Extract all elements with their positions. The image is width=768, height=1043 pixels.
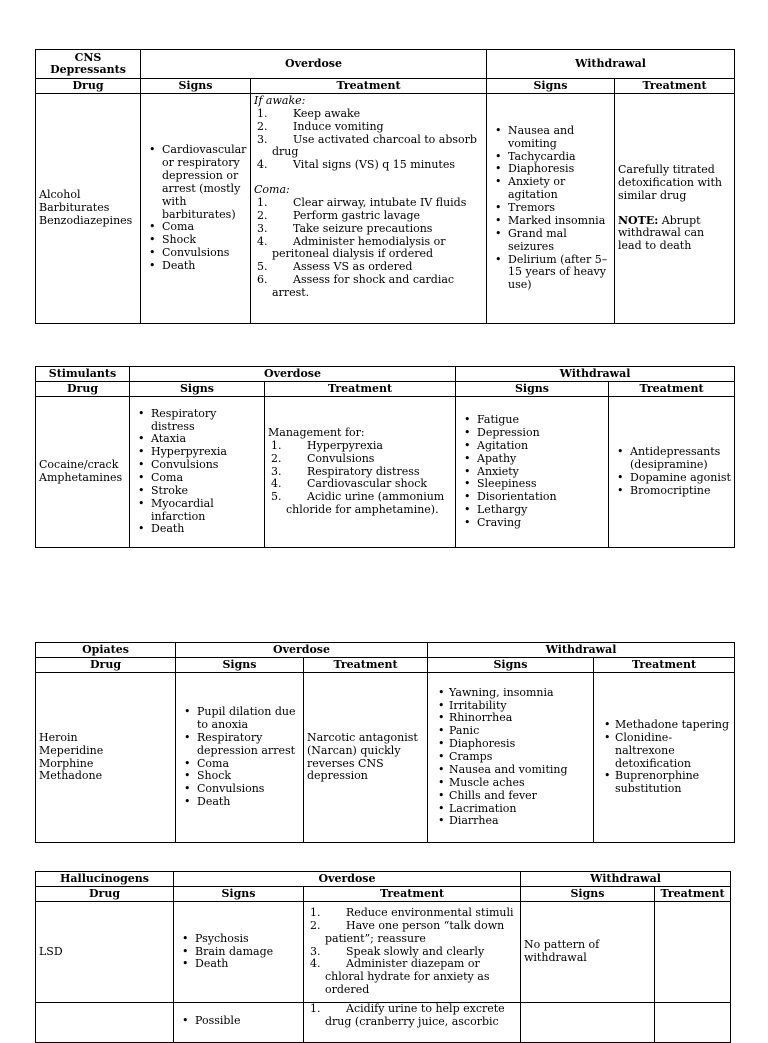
step-text: Administer hemodialysis or peritoneal dialysis if ordered bbox=[272, 234, 446, 261]
list-item: • Antidepressants (desipramine) bbox=[630, 446, 731, 472]
overdose-signs-cell bbox=[174, 1003, 304, 1043]
withdrawal-treatment-list bbox=[612, 446, 731, 497]
table-category-heading: CNS Depressants bbox=[36, 50, 141, 79]
drug-names: Cocaine/crack Amphetamines bbox=[36, 397, 130, 548]
list-item: • Buprenorphine substitution bbox=[615, 770, 731, 796]
list-item: • Nausea and vomiting bbox=[508, 125, 611, 151]
step-number: 1. bbox=[257, 196, 268, 210]
treatment-steps bbox=[307, 907, 517, 997]
drug-name-lsd: LSD bbox=[36, 902, 174, 1003]
list-item: • Marked insomnia bbox=[508, 215, 611, 228]
overdose-heading: Overdose bbox=[174, 872, 521, 887]
table-category-heading: Hallucinogens bbox=[36, 872, 174, 887]
withdrawal-heading: Withdrawal bbox=[456, 367, 735, 382]
list-item: • Shock bbox=[197, 770, 300, 783]
step-number: 5. bbox=[271, 490, 282, 504]
withdrawal-treatment-cell bbox=[609, 397, 735, 548]
step-text: Have one person “talk down patient”; reassure bbox=[325, 918, 505, 945]
overdose-signs-list bbox=[179, 706, 300, 809]
withdrawal-signs-cell bbox=[456, 397, 609, 548]
withdrawal-signs-list bbox=[431, 687, 590, 828]
step-number: 3. bbox=[271, 464, 282, 478]
list-item: • Respiratory distress bbox=[151, 408, 261, 434]
drug-name-cell bbox=[36, 1003, 174, 1043]
step-text: Convulsions bbox=[307, 451, 375, 465]
overdose-treatment-column-header: Treatment bbox=[304, 658, 428, 673]
withdrawal-treatment-list bbox=[597, 719, 731, 796]
list-item: • Methadone tapering bbox=[615, 719, 731, 732]
list-item: • Anxiety or agitation bbox=[508, 176, 611, 202]
list-item: • Death bbox=[195, 958, 300, 971]
withdrawal-heading: Withdrawal bbox=[521, 872, 731, 887]
withdrawal-signs-cell bbox=[521, 1003, 655, 1043]
treatment-step bbox=[254, 121, 483, 134]
step-text: Induce vomiting bbox=[293, 119, 384, 133]
drug-column-header: Drug bbox=[36, 658, 176, 673]
overdose-signs-column-header: Signs bbox=[130, 382, 265, 397]
drug-column-header: Drug bbox=[36, 887, 174, 902]
list-item: • Disorientation bbox=[477, 491, 605, 504]
treatment-step bbox=[268, 440, 452, 453]
list-item: • Psychosis bbox=[195, 933, 300, 946]
treatment-step bbox=[254, 236, 483, 262]
withdrawal-heading: Withdrawal bbox=[428, 643, 735, 658]
withdrawal-treatment-cell bbox=[655, 902, 731, 1003]
step-number: 1. bbox=[271, 438, 282, 452]
list-item: • Nausea and vomiting bbox=[449, 764, 590, 777]
list-item: • Hyperpyrexia bbox=[151, 446, 261, 459]
overdose-signs-list bbox=[133, 408, 261, 537]
list-item: • Delirium (after 5–15 years of heavy use) bbox=[508, 254, 611, 293]
list-item: • Yawning, insomnia bbox=[449, 687, 590, 700]
treatment-step bbox=[268, 453, 452, 466]
treatment-step-continued: drug (cranberry juice, ascorbic bbox=[325, 1014, 499, 1028]
treatment-step bbox=[307, 920, 517, 946]
list-item: • Grand mal seizures bbox=[508, 228, 611, 254]
note-text: Abrupt withdrawal can lead to death bbox=[618, 213, 705, 253]
treatment-step bbox=[254, 108, 483, 121]
step-text: Speak slowly and clearly bbox=[346, 944, 485, 958]
withdrawal-signs-cell: No pattern of withdrawal bbox=[521, 902, 655, 1003]
step-text: Vital signs (VS) q 15 minutes bbox=[293, 158, 455, 172]
withdrawal-signs-list bbox=[490, 125, 611, 292]
list-item: • Tremors bbox=[508, 202, 611, 215]
list-item: • Cramps bbox=[449, 751, 590, 764]
list-item: • Depression bbox=[477, 427, 605, 440]
overdose-signs-list bbox=[177, 933, 300, 972]
treatment-step bbox=[254, 197, 483, 210]
treatment-step bbox=[268, 491, 452, 517]
step-number: 4. bbox=[271, 477, 282, 491]
overdose-treatment-column-header: Treatment bbox=[251, 79, 487, 94]
overdose-treatment-column-header: Treatment bbox=[265, 382, 456, 397]
hallucinogens-table bbox=[35, 871, 731, 1043]
list-item: • Panic bbox=[449, 725, 590, 738]
withdrawal-note bbox=[618, 215, 731, 254]
withdrawal-signs-list bbox=[459, 414, 605, 530]
withdrawal-treatment-cell bbox=[615, 94, 735, 324]
list-item: • Diaphoresis bbox=[508, 163, 611, 176]
step-text: Cardiovascular shock bbox=[307, 477, 428, 491]
list-item: • Lacrimation bbox=[449, 803, 590, 816]
list-item: • Agitation bbox=[477, 440, 605, 453]
list-item: • Anxiety bbox=[477, 466, 605, 479]
list-item: • Shock bbox=[162, 234, 247, 247]
overdose-heading: Overdose bbox=[141, 50, 487, 79]
overdose-treatment-cell bbox=[304, 902, 521, 1003]
list-item: • Rhinorrhea bbox=[449, 712, 590, 725]
withdrawal-signs-column-header: Signs bbox=[456, 382, 609, 397]
overdose-treatment-column-header: Treatment bbox=[304, 887, 521, 902]
overdose-signs-column-header: Signs bbox=[141, 79, 251, 94]
list-item: • Cardiovascular or respiratory depression or arrest (mostly with barbiturates) bbox=[162, 144, 247, 221]
treatment-subheading-coma: Coma: bbox=[254, 183, 290, 197]
step-number: 4. bbox=[257, 158, 268, 172]
step-text: Clear airway, intubate IV fluids bbox=[293, 196, 467, 210]
list-item: • Ataxia bbox=[151, 433, 261, 446]
list-item: • Coma bbox=[197, 758, 300, 771]
treatment-step: 1. Acidify urine to help excrete bbox=[310, 1002, 505, 1015]
withdrawal-treatment-column-header: Treatment bbox=[609, 382, 735, 397]
opiates-table bbox=[35, 642, 735, 843]
step-text: Assess for shock and cardiac arrest. bbox=[272, 273, 455, 300]
overdose-treatment-cell bbox=[251, 94, 487, 324]
treatment-step bbox=[307, 958, 517, 997]
treatment-steps bbox=[268, 440, 452, 517]
overdose-signs-column-header: Signs bbox=[174, 887, 304, 902]
overdose-signs-cell bbox=[174, 902, 304, 1003]
withdrawal-treatment-cell bbox=[594, 673, 735, 843]
overdose-treatment-cell: Narcotic antagonist (Narcan) quickly reverses CNS depression bbox=[304, 673, 428, 843]
withdrawal-signs-cell bbox=[428, 673, 594, 843]
table-category-heading: Stimulants bbox=[36, 367, 130, 382]
step-text: Take seizure precautions bbox=[293, 221, 433, 235]
withdrawal-treatment-column-header: Treatment bbox=[615, 79, 735, 94]
treatment-step bbox=[254, 274, 483, 300]
overdose-heading: Overdose bbox=[130, 367, 456, 382]
overdose-signs-cell bbox=[176, 673, 304, 843]
treatment-step bbox=[254, 210, 483, 223]
withdrawal-treatment-text: Carefully titrated detoxification with similar drug bbox=[618, 162, 722, 202]
treatment-subheading-awake: If awake: bbox=[254, 94, 306, 107]
withdrawal-heading: Withdrawal bbox=[487, 50, 735, 79]
list-item: • Death bbox=[151, 523, 261, 536]
list-item: • Apathy bbox=[477, 453, 605, 466]
withdrawal-signs-cell bbox=[487, 94, 615, 324]
list-item: • Death bbox=[162, 260, 247, 273]
overdose-treatment-cell bbox=[265, 397, 456, 548]
step-text: Reduce environmental stimuli bbox=[346, 905, 514, 919]
drug-column-header: Drug bbox=[36, 382, 130, 397]
step-number: 2. bbox=[257, 119, 268, 133]
step-number: 2. bbox=[310, 918, 321, 932]
list-item: • Myocardial infarction bbox=[151, 498, 261, 524]
withdrawal-treatment-column-header: Treatment bbox=[594, 658, 735, 673]
treatment-step bbox=[254, 159, 483, 172]
list-item: • Convulsions bbox=[151, 459, 261, 472]
step-number: 4. bbox=[310, 957, 321, 971]
step-number: 2. bbox=[257, 208, 268, 222]
step-number: 3. bbox=[310, 944, 321, 958]
step-text: Administer diazepam or chloral hydrate for anxiety as ordered bbox=[325, 957, 490, 997]
overdose-signs-list bbox=[144, 144, 247, 273]
list-item: • Craving bbox=[477, 517, 605, 530]
list-item: • Dopamine agonist bbox=[630, 472, 731, 485]
list-item: • Muscle aches bbox=[449, 777, 590, 790]
list-item: • Diaphoresis bbox=[449, 738, 590, 751]
step-text: Perform gastric lavage bbox=[293, 208, 421, 222]
step-number: 5. bbox=[257, 260, 268, 274]
list-item: • Coma bbox=[151, 472, 261, 485]
overdose-signs-cell bbox=[130, 397, 265, 548]
withdrawal-signs-column-header: Signs bbox=[521, 887, 655, 902]
list-item: • Respiratory depression arrest bbox=[197, 732, 300, 758]
list-item: • Pupil dilation due to anoxia bbox=[197, 706, 300, 732]
list-item: • Lethargy bbox=[477, 504, 605, 517]
withdrawal-signs-column-header: Signs bbox=[487, 79, 615, 94]
step-number: 2. bbox=[271, 451, 282, 465]
step-number: 1. bbox=[257, 106, 268, 120]
list-item: • Clonidine-naltrexone detoxification bbox=[615, 732, 731, 771]
overdose-treatment-cell bbox=[304, 1003, 521, 1043]
drug-column-header: Drug bbox=[36, 79, 141, 94]
list-item: • Coma bbox=[162, 221, 247, 234]
step-text: Hyperpyrexia bbox=[307, 438, 383, 452]
table-category-heading: Opiates bbox=[36, 643, 176, 658]
step-text: Keep awake bbox=[293, 106, 361, 120]
treatment-step bbox=[307, 907, 517, 920]
step-number: 1. bbox=[310, 905, 321, 919]
list-item: • Convulsions bbox=[197, 783, 300, 796]
step-text: Respiratory distress bbox=[307, 464, 420, 478]
treatment-steps-coma bbox=[254, 197, 483, 300]
step-number: 4. bbox=[257, 234, 268, 248]
list-item: • Irritability bbox=[449, 700, 590, 713]
step-number: 3. bbox=[257, 132, 268, 146]
list-item: • Fatigue bbox=[477, 414, 605, 427]
list-item: • Death bbox=[197, 796, 300, 809]
treatment-step bbox=[254, 223, 483, 236]
note-label: NOTE: bbox=[618, 213, 659, 227]
step-number: 6. bbox=[257, 273, 268, 287]
drug-names: Alcohol Barbiturates Benzodiazepines bbox=[36, 94, 141, 324]
step-text: Use activated charcoal to absorb drug bbox=[272, 132, 477, 159]
withdrawal-signs-column-header: Signs bbox=[428, 658, 594, 673]
list-item: • Brain damage bbox=[195, 946, 300, 959]
treatment-heading: Management for: bbox=[268, 425, 365, 439]
withdrawal-treatment-column-header: Treatment bbox=[655, 887, 731, 902]
list-item: • Bromocriptine bbox=[630, 485, 731, 498]
overdose-signs-list bbox=[177, 1015, 300, 1028]
list-item: • Possible bbox=[195, 1015, 300, 1028]
treatment-step bbox=[254, 134, 483, 160]
list-item: • Tachycardia bbox=[508, 151, 611, 164]
overdose-heading: Overdose bbox=[176, 643, 428, 658]
step-text: Assess VS as ordered bbox=[293, 260, 413, 274]
treatment-steps-awake bbox=[254, 108, 483, 172]
list-item: • Stroke bbox=[151, 485, 261, 498]
list-item: • Diarrhea bbox=[449, 815, 590, 828]
cns-depressants-table bbox=[35, 49, 735, 324]
list-item: • Chills and fever bbox=[449, 790, 590, 803]
overdose-signs-cell bbox=[141, 94, 251, 324]
overdose-signs-column-header: Signs bbox=[176, 658, 304, 673]
withdrawal-treatment-cell bbox=[655, 1003, 731, 1043]
stimulants-table bbox=[35, 366, 735, 548]
drug-names: Heroin Meperidine Morphine Methadone bbox=[36, 673, 176, 843]
list-item: • Convulsions bbox=[162, 247, 247, 260]
step-text: Acidic urine (ammonium chloride for amphetamine). bbox=[286, 490, 445, 517]
step-number: 3. bbox=[257, 221, 268, 235]
list-item: • Sleepiness bbox=[477, 478, 605, 491]
